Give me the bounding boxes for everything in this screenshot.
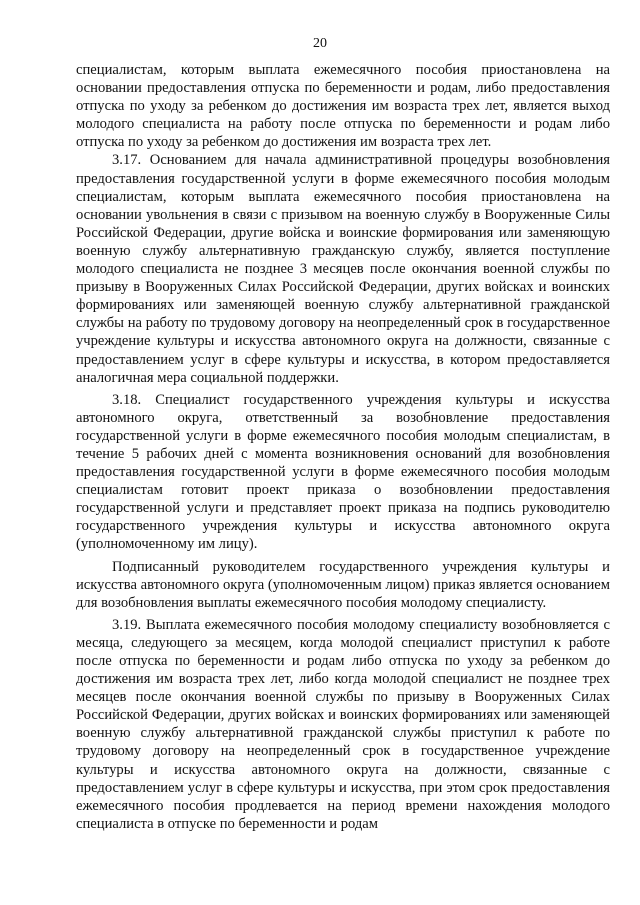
document-body xyxy=(76,61,610,833)
paragraph-continuation: специалистам, которым выплата ежемесячного пособия приостановлена на основании предоставления отпуска по беременности и родам, либо предоставления отпуска по уходу за ребенком до достижения им возраста трех лет, является выход молодого специалиста на работу после отпуска по беременности и родам либо отпуска по уходу за ребенком до достижения им возраста трех лет. xyxy=(76,62,610,151)
paragraph-3-18: 3.18. Специалист государственного учреждения культуры и искусства автономного округа, ответственный за возобновление предоставления государственной услуги в форме ежемесячного пособия молодым специалистам, в течение 5 рабочих дней с момента возникновения оснований для возобновления предоставления государственной услуги в форме ежемесячного пособия молодым специалистам готовит проект приказа о возобновлении предоставления государственной услуги и представляет проект приказа на подпись руководителю государственного учреждения культуры и искусства автономного округа (уполномоченному им лицу). xyxy=(76,391,610,553)
paragraph-3-19: 3.19. Выплата ежемесячного пособия молодому специалисту возобновляется с месяца, следующего за месяцем, когда молодой специалист приступил к работе после отпуска по беременности и родам либо отпуска по уходу за ребенком до достижения им возраста трех лет, либо когда молодой специалист не позднее трех месяцев после окончания военной службы по призыву в Вооруженных Силах Российской Федерации, других войсках и воинских формированиях или заменяющей военную службу альтернативной гражданской службы приступил к работе по трудовому договору на неопределенный срок в государственное учреждение культуры и искусства автономного округа на должности, связанные с предоставлением услуг в сфере культуры и искусства, при этом срок предоставления ежемесячного пособия продлевается на период времени нахождения молодого специалиста в отпуске по беременности и родам xyxy=(76,616,610,832)
paragraph-signed-order: Подписанный руководителем государственного учреждения культуры и искусства автономного округа (уполномоченным лицом) приказ является основанием для возобновления выплаты ежемесячного пособия молодому специалисту. xyxy=(76,558,610,611)
paragraph-3-17: 3.17. Основанием для начала административной процедуры возобновления предоставления государственной услуги в форме ежемесячного пособия молодым специалистам, которым выплата ежемесячного пособия приостановлена на основании увольнения в связи с призывом на военную службу в Вооруженные Силы Российской Федерации, другие войска и воинские формирования или заменяющую военную службу альтернативную гражданскую службу, является поступление молодого специалиста не позднее 3 месяцев после окончания военной службы по призыву в Вооруженных Силах Российской Федерации, других войсках и воинских формированиях или заменяющей военную службу альтернативной гражданской службы на работу по трудовому договору на неопределенный срок в государственное учреждение культуры и искусства автономного округа на должности, связанные с предоставлением услуг в сфере культуры и искусства, в котором предоставляется аналогичная мера социальной поддержки. xyxy=(76,152,610,386)
page-number: 20 xyxy=(313,36,327,51)
